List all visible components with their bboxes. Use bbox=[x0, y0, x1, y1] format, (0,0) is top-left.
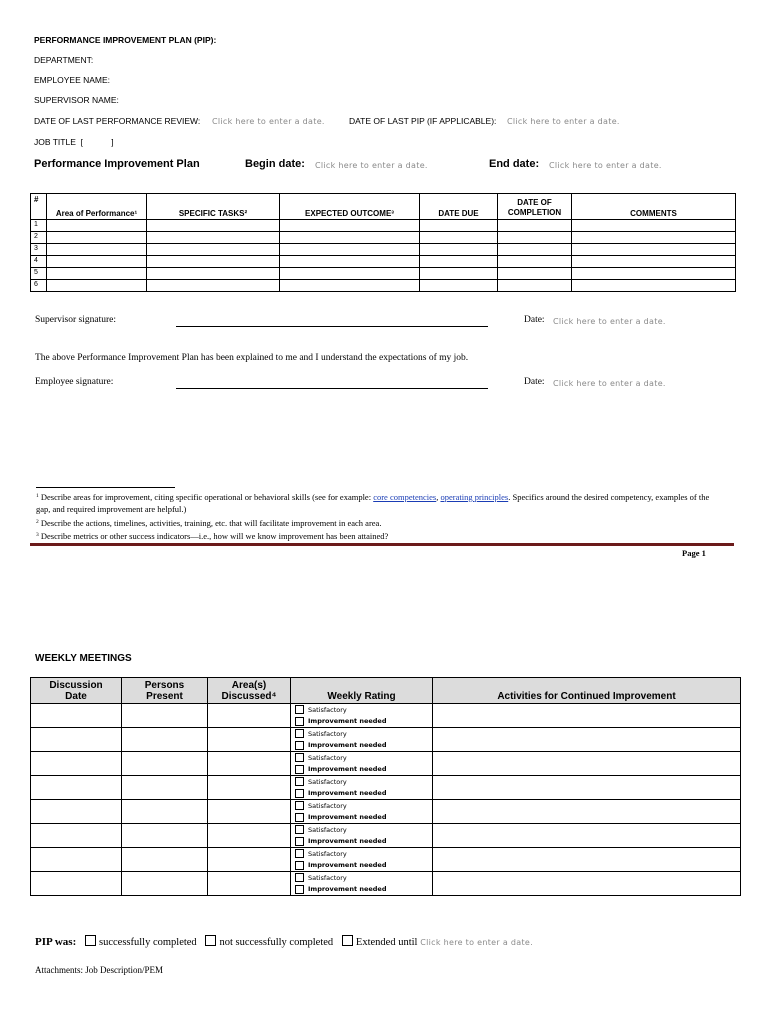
pip-was-label: PIP was: bbox=[35, 936, 77, 948]
employee-name-label: EMPLOYEE NAME: bbox=[34, 75, 111, 85]
extended-until-date-field[interactable]: Click here to enter a date. bbox=[420, 938, 533, 947]
persons-present-cell[interactable] bbox=[122, 752, 208, 776]
cell[interactable] bbox=[572, 268, 736, 280]
cell[interactable] bbox=[572, 232, 736, 244]
satisfactory-label: Satisfactory bbox=[308, 873, 347, 882]
improvement-needed-label: Improvement needed bbox=[308, 789, 387, 798]
cell[interactable] bbox=[498, 268, 572, 280]
improvement-needed-checkbox[interactable] bbox=[295, 741, 304, 750]
footnote-1: $^1$ Describe areas for improvement, citing specific operational or behavioral skills (see for example: core competencies, operating principles. Specifics around the desired competency, examples of the gap, and required improvement are helpful.) bbox=[36, 492, 710, 514]
improvement-needed-label: Improvement needed bbox=[308, 765, 387, 774]
satisfactory-checkbox[interactable] bbox=[295, 849, 304, 858]
cell[interactable] bbox=[572, 256, 736, 268]
employee-date-field[interactable]: Click here to enter a date. bbox=[553, 379, 666, 388]
weekly-rating-cell bbox=[291, 704, 433, 728]
satisfactory-option[interactable] bbox=[291, 872, 432, 884]
table-row bbox=[31, 824, 741, 848]
activities-cell[interactable] bbox=[433, 776, 741, 800]
cell[interactable] bbox=[47, 268, 147, 280]
areas-discussed-cell[interactable] bbox=[208, 704, 291, 728]
cell[interactable] bbox=[47, 280, 147, 292]
pip-outcome-row bbox=[35, 935, 533, 948]
cell[interactable] bbox=[498, 256, 572, 268]
col-outcome-header: EXPECTED OUTCOME³ bbox=[280, 194, 420, 220]
improvement-needed-checkbox[interactable] bbox=[295, 885, 304, 894]
core-competencies-link[interactable]: core competencies bbox=[373, 492, 437, 502]
extended-until-label: Extended until bbox=[355, 937, 418, 948]
col-weekly-rating-header: Weekly Rating bbox=[291, 678, 433, 704]
cell[interactable] bbox=[572, 220, 736, 232]
satisfactory-label: Satisfactory bbox=[308, 753, 347, 762]
persons-present-cell[interactable] bbox=[122, 872, 208, 896]
table-row bbox=[31, 280, 736, 292]
satisfactory-checkbox[interactable] bbox=[295, 825, 304, 834]
satisfactory-checkbox[interactable] bbox=[295, 777, 304, 786]
pip-table bbox=[30, 193, 736, 292]
satisfactory-option[interactable] bbox=[291, 800, 432, 812]
col-date-due-header: DATE DUE bbox=[420, 194, 498, 220]
end-date-field[interactable]: Click here to enter a date. bbox=[549, 161, 662, 170]
footnote-1-text: Describe areas for improvement, citing specific operational or behavioral skills (see for example: bbox=[40, 492, 374, 502]
activities-cell[interactable] bbox=[433, 728, 741, 752]
weekly-rating-cell bbox=[291, 800, 433, 824]
satisfactory-option[interactable] bbox=[291, 752, 432, 764]
discussion-date-cell[interactable] bbox=[31, 824, 122, 848]
weekly-meetings-table bbox=[30, 677, 741, 896]
activities-cell[interactable] bbox=[433, 872, 741, 896]
areas-discussed-cell[interactable] bbox=[208, 752, 291, 776]
cell[interactable] bbox=[498, 220, 572, 232]
cell[interactable] bbox=[47, 256, 147, 268]
improvement-needed-option[interactable] bbox=[291, 836, 432, 848]
weekly-rating-cell bbox=[291, 872, 433, 896]
persons-present-cell[interactable] bbox=[122, 728, 208, 752]
cell[interactable] bbox=[280, 244, 420, 256]
satisfactory-option[interactable] bbox=[291, 848, 432, 860]
table-row bbox=[31, 244, 736, 256]
successfully-completed-checkbox[interactable] bbox=[85, 935, 96, 946]
col-number-header: # bbox=[31, 194, 47, 220]
supervisor-date-field[interactable]: Click here to enter a date. bbox=[553, 317, 666, 326]
areas-discussed-cell[interactable] bbox=[208, 776, 291, 800]
col-comments-header: COMMENTS bbox=[572, 194, 736, 220]
pip-table-header bbox=[31, 194, 736, 220]
supervisor-signature-label: Supervisor signature: bbox=[35, 315, 117, 325]
col-discussion-date-header: Discussion Date bbox=[31, 678, 122, 704]
weekly-rating-cell bbox=[291, 824, 433, 848]
footnote-3-text: Describe metrics or other success indicators—i.e., how will we know improvement has been attained? bbox=[40, 531, 389, 541]
improvement-needed-label: Improvement needed bbox=[308, 885, 387, 894]
cell[interactable] bbox=[572, 280, 736, 292]
satisfactory-checkbox[interactable] bbox=[295, 753, 304, 762]
table-row bbox=[31, 232, 736, 244]
improvement-needed-checkbox[interactable] bbox=[295, 813, 304, 822]
table-row bbox=[31, 704, 741, 728]
extended-until-checkbox[interactable] bbox=[342, 935, 353, 946]
satisfactory-label: Satisfactory bbox=[308, 825, 347, 834]
areas-discussed-cell[interactable] bbox=[208, 800, 291, 824]
satisfactory-option[interactable] bbox=[291, 776, 432, 788]
last-review-label: DATE OF LAST PERFORMANCE REVIEW: bbox=[34, 116, 201, 126]
persons-present-cell[interactable] bbox=[122, 824, 208, 848]
satisfactory-label: Satisfactory bbox=[308, 705, 347, 714]
table-row bbox=[31, 776, 741, 800]
improvement-needed-label: Improvement needed bbox=[308, 717, 387, 726]
row-number: 3 bbox=[31, 244, 47, 256]
discussion-date-cell[interactable] bbox=[31, 728, 122, 752]
satisfactory-checkbox[interactable] bbox=[295, 801, 304, 810]
table-row bbox=[31, 728, 741, 752]
cell[interactable] bbox=[147, 220, 280, 232]
satisfactory-checkbox[interactable] bbox=[295, 705, 304, 714]
areas-discussed-cell[interactable] bbox=[208, 824, 291, 848]
col-tasks-header: SPECIFIC TASKS² bbox=[147, 194, 280, 220]
discussion-date-cell[interactable] bbox=[31, 776, 122, 800]
satisfactory-label: Satisfactory bbox=[308, 801, 347, 810]
cell[interactable] bbox=[420, 256, 498, 268]
footnote-separator bbox=[36, 487, 175, 488]
job-title-label[interactable]: JOB TITLE [ ] bbox=[34, 137, 114, 147]
begin-date-label: Begin date: bbox=[245, 158, 305, 170]
cell[interactable] bbox=[147, 280, 280, 292]
satisfactory-label: Satisfactory bbox=[308, 729, 347, 738]
cell[interactable] bbox=[420, 220, 498, 232]
cell[interactable] bbox=[280, 280, 420, 292]
explanation-statement: The above Performance Improvement Plan has been explained to me and I understand the expectations of my job. bbox=[35, 353, 469, 363]
table-row bbox=[31, 800, 741, 824]
satisfactory-option[interactable] bbox=[291, 704, 432, 716]
attachments-note: Attachments: Job Description/PEM bbox=[35, 965, 163, 975]
cell[interactable] bbox=[280, 232, 420, 244]
footnote-3: $^3$ Describe metrics or other success indicators—i.e., how will we know improvement has been attained? bbox=[36, 531, 389, 541]
weekly-table-header bbox=[31, 678, 741, 704]
table-row bbox=[31, 848, 741, 872]
supervisor-date-label: Date: bbox=[524, 315, 545, 325]
page-footer-rule bbox=[30, 543, 734, 546]
supervisor-signature-line[interactable] bbox=[176, 326, 488, 327]
satisfactory-checkbox[interactable] bbox=[295, 729, 304, 738]
page-number: Page 1 bbox=[682, 548, 706, 558]
row-number: 6 bbox=[31, 280, 47, 292]
col-activities-header: Activities for Continued Improvement bbox=[433, 678, 741, 704]
cell[interactable] bbox=[498, 280, 572, 292]
persons-present-cell[interactable] bbox=[122, 776, 208, 800]
table-row bbox=[31, 220, 736, 232]
discussion-date-cell[interactable] bbox=[31, 872, 122, 896]
col-completion-header: DATE OF COMPLETION bbox=[498, 194, 572, 220]
improvement-needed-label: Improvement needed bbox=[308, 741, 387, 750]
cell[interactable] bbox=[47, 220, 147, 232]
employee-signature-label: Employee signature: bbox=[35, 377, 114, 387]
discussion-date-cell[interactable] bbox=[31, 800, 122, 824]
areas-discussed-cell[interactable] bbox=[208, 848, 291, 872]
row-number: 4 bbox=[31, 256, 47, 268]
activities-cell[interactable] bbox=[433, 704, 741, 728]
operating-principles-link[interactable]: operating principles bbox=[440, 492, 509, 502]
last-pip-date-field[interactable]: Click here to enter a date. bbox=[507, 117, 620, 126]
cell[interactable] bbox=[147, 256, 280, 268]
end-date-label: End date: bbox=[489, 158, 540, 170]
improvement-needed-checkbox[interactable] bbox=[295, 789, 304, 798]
improvement-needed-label: Improvement needed bbox=[308, 861, 387, 870]
last-review-date-field[interactable]: Click here to enter a date. bbox=[212, 117, 325, 126]
footnote-1-text-end: . Specifics around the desired competency, examples of the gap, and required improvement are helpful.) bbox=[36, 492, 710, 514]
improvement-needed-option[interactable] bbox=[291, 740, 432, 752]
satisfactory-option[interactable] bbox=[291, 824, 432, 836]
weekly-rating-cell bbox=[291, 728, 433, 752]
activities-cell[interactable] bbox=[433, 848, 741, 872]
table-row bbox=[31, 256, 736, 268]
cell[interactable] bbox=[47, 232, 147, 244]
satisfactory-checkbox[interactable] bbox=[295, 873, 304, 882]
satisfactory-label: Satisfactory bbox=[308, 849, 347, 858]
improvement-needed-option[interactable] bbox=[291, 716, 432, 728]
cell[interactable] bbox=[420, 232, 498, 244]
improvement-needed-checkbox[interactable] bbox=[295, 717, 304, 726]
improvement-needed-option[interactable] bbox=[291, 764, 432, 776]
footnote-2-text: Describe the actions, timelines, activities, training, etc. that will facilitate improvement in each area. bbox=[40, 518, 382, 528]
improvement-needed-checkbox[interactable] bbox=[295, 861, 304, 870]
persons-present-cell[interactable] bbox=[122, 800, 208, 824]
weekly-rating-cell bbox=[291, 776, 433, 800]
persons-present-cell[interactable] bbox=[122, 848, 208, 872]
areas-discussed-cell[interactable] bbox=[208, 728, 291, 752]
plan-title: Performance Improvement Plan bbox=[34, 158, 200, 170]
weekly-rating-cell bbox=[291, 848, 433, 872]
cell[interactable] bbox=[280, 256, 420, 268]
improvement-needed-label: Improvement needed bbox=[308, 837, 387, 846]
satisfactory-option[interactable] bbox=[291, 728, 432, 740]
activities-cell[interactable] bbox=[433, 824, 741, 848]
successfully-completed-label: successfully completed bbox=[99, 937, 197, 948]
improvement-needed-option[interactable] bbox=[291, 860, 432, 872]
employee-signature-line[interactable] bbox=[176, 388, 488, 389]
improvement-needed-option[interactable] bbox=[291, 788, 432, 800]
col-persons-present-header: Persons Present bbox=[122, 678, 208, 704]
activities-cell[interactable] bbox=[433, 800, 741, 824]
cell[interactable] bbox=[420, 280, 498, 292]
col-areas-discussed-header: Area(s) Discussed⁴ bbox=[208, 678, 291, 704]
begin-date-field[interactable]: Click here to enter a date. bbox=[315, 161, 428, 170]
cell[interactable] bbox=[498, 244, 572, 256]
satisfactory-label: Satisfactory bbox=[308, 777, 347, 786]
improvement-needed-checkbox[interactable] bbox=[295, 765, 304, 774]
activities-cell[interactable] bbox=[433, 752, 741, 776]
discussion-date-cell[interactable] bbox=[31, 752, 122, 776]
improvement-needed-checkbox[interactable] bbox=[295, 837, 304, 846]
row-number: 1 bbox=[31, 220, 47, 232]
cell[interactable] bbox=[572, 244, 736, 256]
form-title: PERFORMANCE IMPROVEMENT PLAN (PIP): bbox=[34, 35, 217, 45]
footnote-2: $^2$ Describe the actions, timelines, activities, training, etc. that will facilitate improvement in each area. bbox=[36, 518, 382, 528]
areas-discussed-cell[interactable] bbox=[208, 872, 291, 896]
discussion-date-cell[interactable] bbox=[31, 848, 122, 872]
persons-present-cell[interactable] bbox=[122, 704, 208, 728]
table-row bbox=[31, 268, 736, 280]
cell[interactable] bbox=[147, 268, 280, 280]
last-pip-label: DATE OF LAST PIP (IF APPLICABLE): bbox=[349, 116, 497, 126]
row-number: 5 bbox=[31, 268, 47, 280]
weekly-meetings-title: WEEKLY MEETINGS bbox=[35, 653, 132, 664]
col-area-header: Area of Performance¹ bbox=[47, 194, 147, 220]
cell[interactable] bbox=[47, 244, 147, 256]
weekly-rating-cell bbox=[291, 752, 433, 776]
improvement-needed-option[interactable] bbox=[291, 884, 432, 896]
cell[interactable] bbox=[498, 232, 572, 244]
cell[interactable] bbox=[147, 232, 280, 244]
cell[interactable] bbox=[280, 268, 420, 280]
not-successfully-completed-label: not successfully completed bbox=[219, 937, 334, 948]
footnote-1-sep: , bbox=[436, 492, 441, 502]
improvement-needed-option[interactable] bbox=[291, 812, 432, 824]
not-successfully-completed-checkbox[interactable] bbox=[205, 935, 216, 946]
cell[interactable] bbox=[280, 220, 420, 232]
department-label: DEPARTMENT: bbox=[34, 55, 94, 65]
employee-date-label: Date: bbox=[524, 377, 545, 387]
table-row bbox=[31, 872, 741, 896]
cell[interactable] bbox=[147, 244, 280, 256]
discussion-date-cell[interactable] bbox=[31, 704, 122, 728]
cell[interactable] bbox=[420, 244, 498, 256]
table-row bbox=[31, 752, 741, 776]
row-number: 2 bbox=[31, 232, 47, 244]
improvement-needed-label: Improvement needed bbox=[308, 813, 387, 822]
supervisor-name-label: SUPERVISOR NAME: bbox=[34, 95, 119, 105]
cell[interactable] bbox=[420, 268, 498, 280]
